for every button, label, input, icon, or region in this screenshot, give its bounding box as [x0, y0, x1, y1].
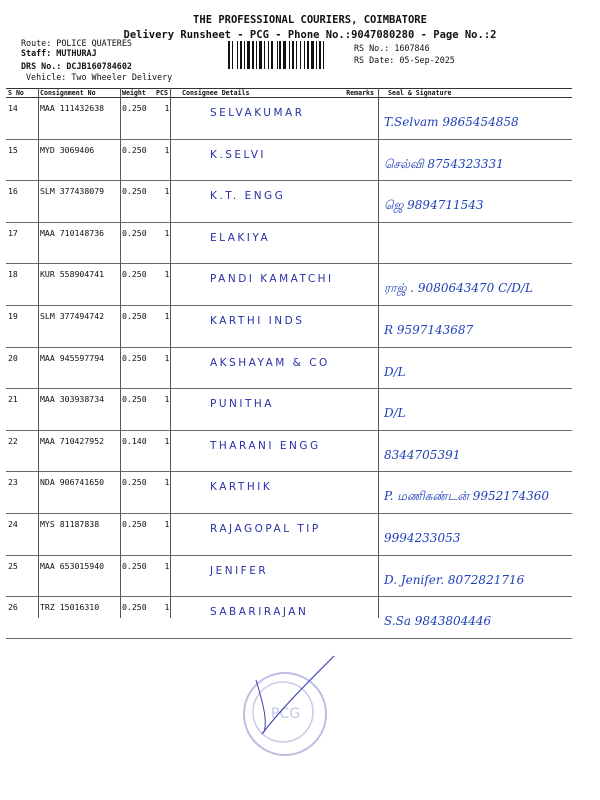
cell-consignee [180, 597, 328, 639]
consignee-handwritten: AKSHAYAM & CO [210, 356, 330, 369]
cell-weight: 0.250 [120, 264, 154, 306]
stamp-text: PCG [271, 706, 301, 722]
cell-consignment: MYS 81187838 [38, 513, 120, 555]
consignee-handwritten: RAJAGOPAL TIP [210, 522, 321, 535]
cell-sno: 17 [6, 222, 38, 264]
barcode-bar [228, 41, 230, 69]
cell-consignee [180, 98, 328, 140]
signature-handwritten: ஜெ 9894711543 [384, 198, 484, 213]
cell-weight: 0.250 [120, 597, 154, 639]
consignee-handwritten: KARTHIK [210, 481, 273, 494]
cell-pcs: 1 [154, 597, 180, 639]
barcode-bar [319, 41, 321, 69]
barcode-bar [279, 41, 281, 69]
cell-pcs: 1 [154, 264, 180, 306]
barcode-bar [277, 41, 278, 69]
cell-consignment: MAA 945597794 [38, 347, 120, 389]
barcode-bar [240, 41, 242, 69]
column-divider [378, 88, 379, 618]
cell-consignment: MYD 3069406 [38, 139, 120, 181]
consignee-handwritten: SELVAKUMAR [210, 107, 305, 119]
cell-weight: 0.250 [120, 98, 154, 140]
cell-weight: 0.250 [120, 389, 154, 431]
cell-pcs: 1 [154, 513, 180, 555]
cell-consignment: MAA 653015940 [38, 555, 120, 597]
consignee-handwritten: PUNITHA [210, 398, 274, 411]
barcode-bar [268, 41, 269, 69]
barcode-bar [283, 41, 286, 69]
table-row [6, 98, 572, 140]
table-row [6, 181, 572, 223]
cell-signature [376, 472, 572, 514]
cell-pcs: 1 [154, 305, 180, 347]
consignee-handwritten: PANDI KAMATCHI [210, 273, 334, 286]
cell-consignee [180, 513, 328, 555]
cell-pcs: 1 [154, 98, 180, 140]
col-weight: Weight [120, 89, 154, 98]
consignee-handwritten: THARANI ENGG [210, 439, 321, 452]
barcode-bar [300, 41, 301, 69]
cell-pcs: 1 [154, 222, 180, 264]
cell-consignment: SLM 377438079 [38, 181, 120, 223]
signature-handwritten: R 9597143687 [384, 322, 474, 337]
consignee-handwritten: K.T. ENGG [210, 190, 286, 203]
cell-sno: 19 [6, 305, 38, 347]
cell-remarks [328, 347, 376, 389]
col-pcs: PCS [154, 89, 180, 98]
cell-remarks [328, 555, 376, 597]
barcode-bar [289, 41, 290, 69]
cell-pcs: 1 [154, 181, 180, 223]
cell-weight: 0.250 [120, 181, 154, 223]
cell-sno: 18 [6, 264, 38, 306]
cell-consignee [180, 264, 334, 306]
staff-label: Staff: MUTHURAJ [21, 48, 97, 58]
barcode-bar [247, 41, 250, 69]
cell-sno: 22 [6, 430, 38, 472]
cell-weight: 0.250 [120, 513, 154, 555]
consignee-handwritten: JENIFER [210, 564, 269, 577]
cell-weight: 0.250 [120, 139, 154, 181]
cell-pcs: 1 [154, 139, 180, 181]
cell-remarks [328, 430, 376, 472]
cell-consignee [180, 472, 328, 514]
cell-signature [376, 555, 572, 597]
barcode-bar [259, 41, 262, 69]
table-row [6, 513, 572, 555]
drs-number: DRS No.: DCJB160784602 [21, 61, 132, 71]
cell-consignment: KUR 558904741 [38, 264, 120, 306]
consignee-handwritten: KARTHI INDS [210, 314, 305, 327]
cell-signature [376, 347, 572, 389]
cell-remarks [328, 389, 376, 431]
barcode-bar [323, 41, 324, 69]
cell-signature [376, 139, 572, 181]
table-row [6, 305, 572, 347]
cell-consignment: NDA 906741650 [38, 472, 120, 514]
cell-signature [376, 430, 572, 472]
barcode-bar [237, 41, 238, 69]
runsheet-table [6, 88, 572, 639]
barcode-bar [256, 41, 257, 69]
vehicle-label: Vehicle: Two Wheeler Delivery [26, 72, 173, 82]
cell-remarks [328, 181, 376, 223]
rs-number: RS No.: 1607846 [354, 43, 430, 53]
cell-consignment: MAA 303938734 [38, 389, 120, 431]
cell-pcs: 1 [154, 389, 180, 431]
cell-weight: 0.140 [120, 430, 154, 472]
cell-weight: 0.250 [120, 222, 154, 264]
barcode-bar [304, 41, 305, 69]
signature-handwritten: செல்வி 8754323331 [384, 156, 504, 171]
column-divider [120, 88, 121, 618]
table-row [6, 472, 572, 514]
cell-consignee [180, 389, 328, 431]
rs-date: RS Date: 05-Sep-2025 [354, 55, 455, 65]
cell-pcs: 1 [154, 555, 180, 597]
col-consignment: Consignment No [38, 89, 120, 98]
barcode-bar [244, 41, 245, 69]
table-row [6, 555, 572, 597]
cell-consignee [180, 222, 328, 264]
signature-handwritten: D/L [384, 364, 406, 379]
cell-remarks [328, 222, 376, 264]
cell-consignee [180, 347, 328, 389]
cell-remarks [328, 472, 376, 514]
table-row [6, 264, 572, 306]
cell-remarks [328, 513, 376, 555]
cell-weight: 0.250 [120, 472, 154, 514]
barcode-bar [232, 41, 233, 69]
signature-handwritten: 9994233053 [384, 530, 461, 545]
column-divider [38, 88, 39, 618]
cell-signature [376, 597, 572, 639]
barcode-bar [307, 41, 309, 69]
cell-pcs: 1 [154, 430, 180, 472]
consignee-handwritten: ELAKIYA [210, 231, 271, 244]
cell-pcs: 1 [154, 472, 180, 514]
cell-weight: 0.250 [120, 347, 154, 389]
cell-consignment: TRZ 15016310 [38, 597, 120, 639]
cell-sno: 24 [6, 513, 38, 555]
cell-signature [376, 181, 572, 223]
col-remarks: Remarks [328, 89, 376, 98]
cell-sno: 26 [6, 597, 38, 639]
cell-signature [376, 389, 572, 431]
signature-handwritten: P. மணிகண்டன் 9952174360 [384, 489, 550, 504]
cell-signature [376, 222, 572, 264]
cell-signature [376, 264, 572, 306]
cell-consignee [180, 430, 328, 472]
cell-consignee [180, 181, 328, 223]
table-row [6, 347, 572, 389]
cell-sno: 15 [6, 139, 38, 181]
barcode-bar [271, 41, 273, 69]
cell-consignment: MAA 111432638 [38, 98, 120, 140]
runsheet-title: Delivery Runsheet - PCG - Phone No.:9047080280 - Page No.:2 [123, 29, 497, 41]
barcode-bar [311, 41, 314, 69]
consignee-handwritten: SABARIRAJAN [210, 606, 309, 619]
stamp-pen-stroke [250, 650, 340, 740]
cell-weight: 0.250 [120, 555, 154, 597]
table-row [6, 597, 572, 639]
consignee-handwritten: K.SELVI [210, 148, 266, 161]
cell-consignee [180, 555, 328, 597]
signature-handwritten: S.Sa 9843804446 [384, 614, 492, 629]
col-seal: Seal & Signature [376, 89, 572, 98]
cell-signature [376, 98, 572, 140]
table-row [6, 222, 572, 264]
cell-remarks [328, 98, 376, 140]
table-row [6, 389, 572, 431]
cell-remarks [328, 305, 376, 347]
barcode-bar [292, 41, 294, 69]
cell-pcs: 1 [154, 347, 180, 389]
signature-handwritten: 8344705391 [384, 447, 461, 462]
cell-consignment: MAA 710427952 [38, 430, 120, 472]
table-row [6, 430, 572, 472]
cell-consignment: MAA 710148736 [38, 222, 120, 264]
barcode-bar [264, 41, 265, 69]
cell-weight: 0.250 [120, 305, 154, 347]
cell-sno: 20 [6, 347, 38, 389]
barcode-bar [252, 41, 254, 69]
cell-sno: 14 [6, 98, 38, 140]
cell-consignee [180, 305, 328, 347]
cell-sno: 23 [6, 472, 38, 514]
cell-remarks [328, 139, 376, 181]
cell-signature [376, 305, 572, 347]
col-consignee: Consignee Details [180, 89, 328, 98]
cell-consignee [180, 139, 328, 181]
route-label: Route: POLICE QUATERES [21, 38, 132, 48]
signature-handwritten: D. Jenifer. 8072821716 [384, 572, 525, 587]
barcode-bar [296, 41, 297, 69]
table-header-row [6, 89, 572, 98]
table-row [6, 139, 572, 181]
cell-sno: 25 [6, 555, 38, 597]
signature-handwritten: T.Selvam 9865454858 [384, 115, 519, 129]
cell-signature [376, 513, 572, 555]
column-divider [170, 88, 171, 618]
signature-handwritten: D/L [384, 406, 406, 421]
col-sno: S No [6, 89, 38, 98]
signature-handwritten: ராஜ் . 9080643470 C/D/L [384, 281, 533, 296]
company-title: THE PROFESSIONAL COURIERS, COIMBATORE [193, 14, 427, 26]
cell-remarks [328, 597, 376, 639]
cell-consignment: SLM 377494742 [38, 305, 120, 347]
barcode [228, 41, 350, 69]
cell-sno: 21 [6, 389, 38, 431]
barcode-bar [316, 41, 317, 69]
cell-sno: 16 [6, 181, 38, 223]
cell-remarks [328, 264, 376, 306]
